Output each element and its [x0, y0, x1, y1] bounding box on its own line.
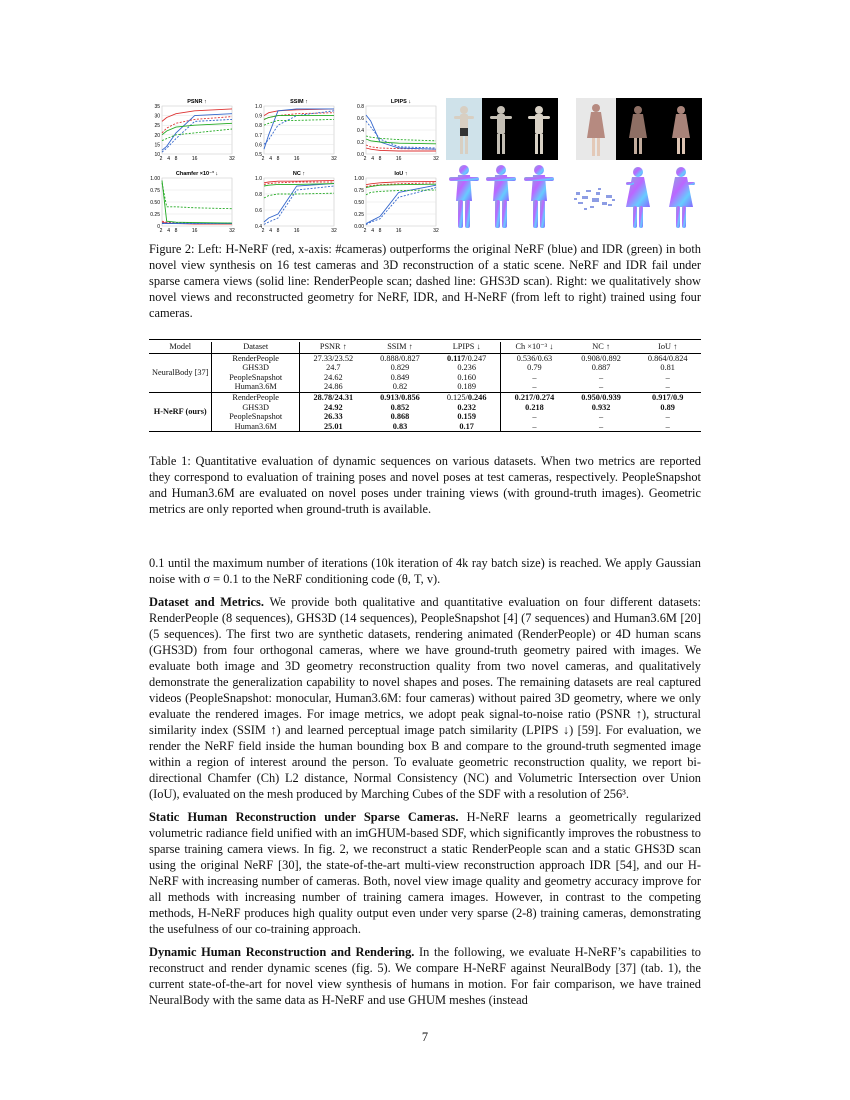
model-cell: NeuralBody [37] — [149, 353, 212, 392]
page-number: 7 — [421, 1030, 429, 1044]
x-tick-label: 32 — [229, 228, 235, 234]
table-row — [149, 373, 701, 383]
x-tick-label: 16 — [293, 228, 300, 234]
table-cell: Human3.6M — [212, 382, 299, 392]
section-text: H-NeRF learns a geometrically regularized volumetric radiance field unified with an imGHUM-based SDF, which significantly improves the robustness to sparse training camera views. In fig. 2, we reconstruct a static RenderPeople scan and a static GHS3D scan using the original NeRF [30], the state-of-the-art multi-view reconstruction approach IDR [54], and our H-NeRF with increasing number of cameras. Both, novel view image quality and geometry accuracy improve for all methods with increasing number of training camera images. However, in contrast to the competing methods, H-NeRF produces high quality output even under very sparse (2-8) training cameras, demonstrating the usefulness of our co-training approach. — [149, 810, 701, 936]
table-cell: 0.89 — [660, 402, 675, 412]
table-cell: GHS3D — [212, 403, 299, 413]
table-cell: – — [599, 382, 604, 392]
chart-title: SSIM ↑ — [290, 99, 308, 105]
x-tick-label: 4 — [371, 156, 375, 162]
table-cell: – — [501, 422, 568, 432]
section-heading: Dataset and Metrics. — [149, 595, 264, 609]
table-cell: 0.17 — [459, 421, 474, 431]
header-psnr: PSNR ↑ — [299, 342, 366, 353]
table-cell: 25.01 — [323, 421, 343, 431]
x-tick-label: 32 — [433, 228, 439, 234]
x-tick-label: 2 — [363, 156, 367, 162]
metric-charts — [140, 96, 445, 236]
section-heading: Static Human Reconstruction under Sparse Cameras. — [149, 810, 459, 824]
y-tick-label: 20 — [154, 132, 160, 139]
body-text — [149, 555, 701, 1008]
results-table — [149, 342, 701, 431]
table-cell: – — [599, 372, 604, 382]
table-cell: 0.887 — [591, 363, 611, 373]
y-tick-label: 0.50 — [150, 200, 160, 206]
table-cell: – — [599, 421, 604, 431]
table-row — [149, 412, 701, 422]
chart-3 — [150, 170, 235, 234]
x-tick-label: 32 — [229, 156, 235, 162]
table-row — [149, 353, 701, 363]
table-cell: 0.950/0.939 — [581, 392, 621, 402]
y-tick-label: 0.8 — [357, 104, 364, 110]
y-tick-label: 0.7 — [255, 132, 262, 139]
y-tick-label: 0.8 — [255, 192, 262, 198]
y-tick-label: 0.9 — [255, 113, 262, 120]
y-tick-label: 0.4 — [255, 224, 262, 230]
y-tick-label: 0.5 — [255, 152, 262, 158]
y-tick-label: 0.25 — [354, 212, 364, 218]
y-tick-label: 1.00 — [354, 176, 364, 182]
header-dataset: Dataset — [212, 342, 299, 353]
header-lpips: LPIPS ↓ — [433, 342, 500, 353]
header-model: Model — [149, 342, 212, 353]
x-tick-label: 16 — [191, 156, 198, 162]
table-row — [149, 382, 701, 392]
chart-1 — [255, 99, 337, 162]
x-tick-label: 2 — [261, 156, 265, 162]
table-cell: – — [501, 382, 568, 392]
x-tick-label: 16 — [293, 156, 300, 162]
chart-title: LPIPS ↓ — [390, 99, 412, 105]
x-tick-label: 4 — [269, 228, 273, 234]
table-cell: – — [665, 372, 670, 382]
table-cell: 24.7 — [326, 363, 341, 373]
results-table-wrap — [149, 339, 701, 432]
section-dataset-metrics — [149, 594, 701, 802]
geometry-renders — [446, 162, 702, 234]
x-tick-label: 16 — [191, 228, 198, 234]
table-cell: 0.932 — [591, 402, 611, 412]
table-cell: – — [501, 412, 568, 422]
table-cell: 27.33/23.52 — [313, 353, 354, 363]
x-tick-label: 16 — [395, 228, 402, 234]
table-cell: 0.864/0.824 — [647, 353, 688, 363]
table-cell: 0.160 — [457, 372, 476, 382]
table-cell: 0.82 — [392, 382, 408, 392]
x-tick-label: 4 — [371, 228, 375, 234]
y-tick-label: 0.6 — [255, 208, 262, 214]
table-cell: 24.62 — [323, 372, 343, 382]
table-cell: 28.78/24.31 — [313, 392, 354, 402]
x-tick-label: 8 — [174, 228, 178, 234]
chart-title: PSNR ↑ — [187, 99, 207, 105]
table-cell: – — [599, 412, 604, 422]
x-tick-label: 8 — [276, 228, 280, 234]
table-cell: 0.849 — [390, 372, 410, 382]
table-cell: – — [501, 373, 568, 383]
section-heading: Dynamic Human Reconstruction and Rendering. — [149, 945, 415, 959]
chart-title: IoU ↑ — [394, 171, 408, 177]
table-cell: 0.83 — [392, 421, 408, 431]
table-cell: 0.917/0.9 — [652, 392, 684, 402]
x-tick-label: 4 — [269, 156, 273, 162]
table-cell: PeopleSnapshot — [212, 373, 299, 383]
table-cell: 0.79 — [501, 363, 568, 373]
section-text: In the following, we evaluate H-NeRF’s capabilities to reconstruct and render dynamic scenes (fig. 5). We compare H-NeRF against NeuralBody [37] (tab. 1), the current state-of-the-art for novel view synthesis of humans in motion. For fair comparison, we have trained NeuralBody with the same data as H-NeRF and use GHUM meshes (instead — [149, 945, 701, 1007]
table-cell: 0.189 — [457, 382, 476, 392]
table-row — [149, 392, 701, 402]
y-tick-label: 1.0 — [255, 104, 262, 110]
chart-5 — [354, 171, 439, 234]
table-cell: – — [665, 412, 670, 422]
table-cell: 0.236 — [457, 363, 476, 373]
table-cell: 0.852 — [390, 402, 410, 412]
header-chamfer: Ch ×10⁻³ ↓ — [501, 342, 568, 353]
y-tick-label: 10 — [154, 152, 160, 158]
y-tick-label: 0.6 — [255, 142, 262, 149]
table-row — [149, 422, 701, 432]
table-cell: 0.125/0.246 — [446, 392, 487, 402]
header-iou: IoU ↑ — [634, 342, 701, 353]
y-tick-label: 0.0 — [357, 152, 364, 158]
table-cell: Human3.6M — [212, 422, 299, 432]
table-cell: – — [665, 382, 670, 392]
x-tick-label: 32 — [331, 156, 337, 162]
table-cell: 0.218 — [501, 403, 568, 413]
table-cell: 0.81 — [660, 363, 675, 373]
y-tick-label: 30 — [154, 113, 160, 120]
table-cell: RenderPeople — [212, 353, 299, 363]
table-cell: 0.829 — [390, 363, 410, 373]
x-tick-label: 2 — [363, 228, 367, 234]
x-tick-label: 8 — [378, 156, 382, 162]
chart-title: NC ↑ — [292, 171, 306, 177]
y-tick-label: 0.6 — [357, 116, 364, 122]
x-tick-label: 2 — [261, 228, 265, 234]
table-caption: Table 1: Quantitative evaluation of dynamic sequences on various datasets. When two metrics are reported they correspond to evaluation of training poses and novel poses at test cameras, respectively. PeopleSnapshot and Human3.6M are evaluated on novel poses under training views (with ground-truth images). Geometric metrics are only reported when ground-truth is available. — [149, 454, 701, 516]
table-cell: 0.868 — [390, 412, 410, 422]
table-cell: PeopleSnapshot — [212, 412, 299, 422]
chart-title: Chamfer ×10⁻³ ↓ — [175, 171, 219, 177]
table-cell: 0.908/0.892 — [581, 353, 621, 363]
table-cell: 26.33 — [323, 412, 343, 422]
table-row — [149, 363, 701, 373]
novel-view-renders — [446, 98, 702, 162]
x-tick-label: 4 — [167, 228, 171, 234]
section-dynamic-reconstruction — [149, 944, 701, 1008]
table-cell: 24.92 — [323, 402, 343, 412]
y-tick-label: 0.25 — [150, 212, 160, 218]
x-tick-label: 8 — [174, 156, 178, 162]
y-tick-label: 35 — [154, 104, 160, 110]
y-tick-label: 0.8 — [255, 123, 262, 130]
table-cell: 0.159 — [457, 412, 476, 422]
x-tick-label: 8 — [378, 228, 382, 234]
table-cell: 0.888/0.827 — [380, 353, 420, 363]
x-tick-label: 16 — [395, 156, 402, 162]
section-text: We provide both qualitative and quantitative evaluation on four different datasets: RenderPeople (8 sequences), GHS3D (14 sequences), PeopleSnapshot [4] (7 sequences) and Human3.6M [20] (5 sequences). The first two are synthetic datasets, rendering animated (RenderPeople) or 4D human scans (GHS3D) from four orthogonal cameras, where we have ground-truth geometry paired with images. We evaluate both image and 3D geometry reconstruction quality from two novel cameras, and qualitatively demonstrate the generalization capability to novel shapes and poses. The remaining datasets are real captured videos (PeopleSnapshot: monocular, Human3.6M: four cameras) without paired 3D geometry, where we only evaluate the rendered images. For image metrics, we adopt peak signal-to-noise ratio (PSNR ↑), structural similarity index (SSIM ↑) and learned perceptual image patch similarity (LPIPS ↓) [59]. For evaluation, we render the NeRF field inside the human bounding box B and compare to the ground-truth segmented image within a region of interest around the person. To evaluate geometric reconstruction quality, we report bi-directional Chamfer (Ch) L2 distance, Normal Consistency (NC) and Volumetric Intersection over Union (IoU), evaluated on the mesh produced by Marching Cubes of the SDF with a resolution of 256³. — [149, 595, 701, 801]
y-tick-label: 0.50 — [354, 200, 364, 206]
y-tick-label: 0.2 — [357, 140, 364, 146]
figure-caption: Figure 2: Left: H-NeRF (red, x-axis: #cameras) outperforms the original NeRF (blue) and IDR (green) in both novel view synthesis on 16 test cameras and 3D reconstruction of a static scene. NeRF and IDR fail under sparse camera views (solid line: RenderPeople scan; dashed line: GHS3D scan). Right: we qualitatively show novel views and reconstructed geometry for NeRF, IDR, and H-NeRF (from left to right) trained using four cameras. — [149, 242, 701, 320]
y-tick-label: 0 — [157, 224, 160, 230]
table-cell: 24.86 — [323, 382, 343, 392]
y-tick-label: 25 — [154, 123, 160, 130]
header-ssim: SSIM ↑ — [367, 342, 434, 353]
x-tick-label: 4 — [167, 156, 171, 162]
x-tick-label: 32 — [331, 228, 337, 234]
y-tick-label: 0.00 — [354, 224, 364, 230]
model-cell: H-NeRF (ours) — [149, 392, 212, 431]
table-cell: 0.536/0.63 — [501, 353, 568, 363]
table-cell: – — [665, 421, 670, 431]
y-tick-label: 0.4 — [357, 128, 364, 134]
chart-2 — [357, 99, 439, 162]
intro-paragraph: 0.1 until the maximum number of iterations (10k iteration of 4k ray batch size) is reached. We apply Gaussian noise with σ = 0.1 to the NeRF conditioning code (θ, T, v). — [149, 556, 701, 586]
section-static-reconstruction — [149, 809, 701, 937]
chart-0 — [154, 99, 235, 162]
x-tick-label: 2 — [159, 228, 163, 234]
y-tick-label: 0.75 — [354, 188, 364, 194]
plot-frame — [264, 178, 334, 226]
y-tick-label: 1.00 — [150, 176, 160, 182]
x-tick-label: 8 — [276, 156, 280, 162]
table-cell: 0.232 — [457, 402, 476, 412]
table-cell: 0.117/0.247 — [447, 353, 487, 363]
table-cell: RenderPeople — [212, 392, 299, 402]
x-tick-label: 32 — [433, 156, 439, 162]
table-row — [149, 403, 701, 413]
chart-4 — [255, 171, 337, 234]
table-cell: GHS3D — [212, 363, 299, 373]
x-tick-label: 2 — [159, 156, 163, 162]
y-tick-label: 15 — [154, 142, 160, 149]
y-tick-label: 1.0 — [255, 176, 262, 182]
y-tick-label: 0.75 — [150, 188, 160, 194]
table-cell: 0.913/0.856 — [380, 392, 420, 402]
header-nc: NC ↑ — [568, 342, 635, 353]
table-cell: 0.217/0.274 — [501, 392, 568, 402]
table-header-row — [149, 342, 701, 353]
